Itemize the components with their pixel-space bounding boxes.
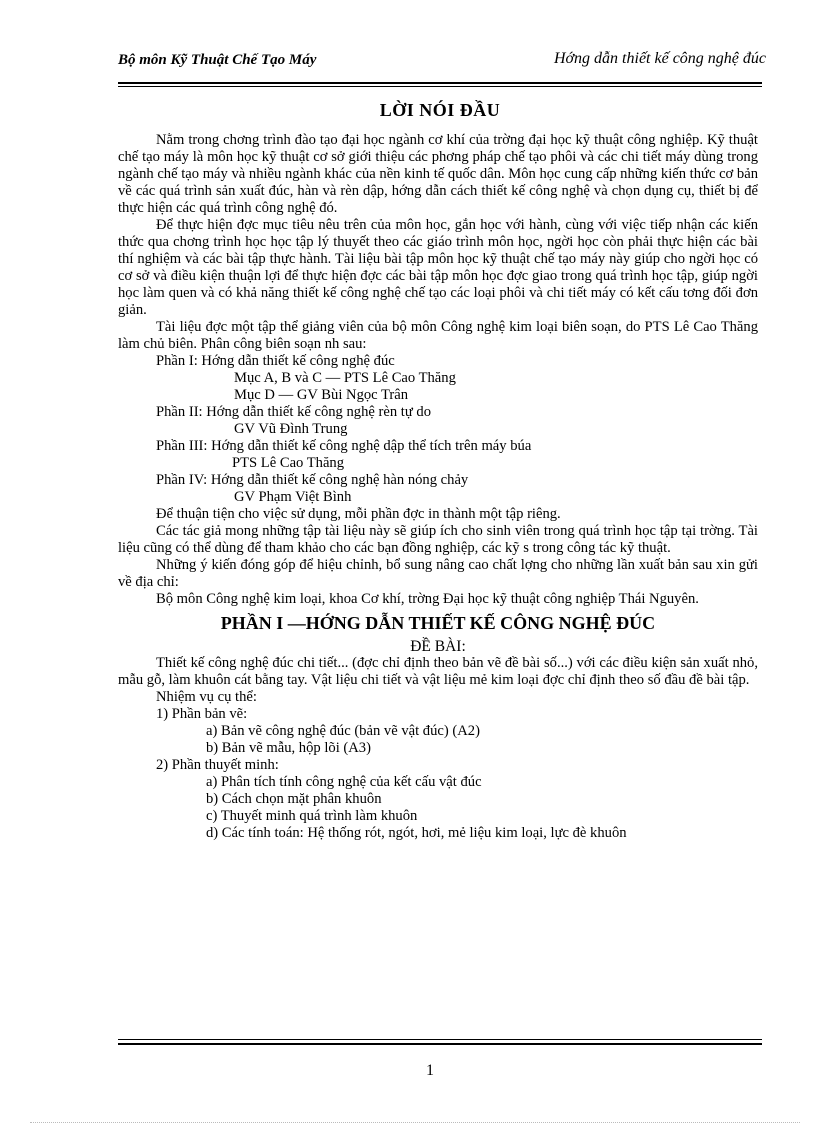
paragraph: Tài liệu đợc một tập thể giảng viên của bộ môn Công nghệ kim loại biên soạn, do PTS Lê Cao Thăng làm chủ biên. Phân công biên soạn nh sau: <box>118 319 758 352</box>
page-title: LỜI NÓI ĐẦU <box>379 100 501 120</box>
paragraph: Thiết kế công nghệ đúc chi tiết... (đợc chỉ định theo bản vẽ đề bài số...) với các điều kiện sản xuất nhỏ, mẫu gỗ, làm khuôn cát bằng tay. Vật liệu chi tiết và vật liệu mẻ kim loại đợc chỉ định theo số đầu đề bài tập. <box>118 655 758 688</box>
footer-rule-thin <box>118 1039 762 1040</box>
part-line: Phần II: Hớng dẫn thiết kế công nghệ rèn tự do <box>156 404 432 420</box>
part-line: Phần IV: Hớng dẫn thiết kế công nghệ hàn nóng chảy <box>156 472 469 488</box>
page-number: 1 <box>426 1062 434 1079</box>
footer-rule <box>118 1043 762 1045</box>
part-line: Phần I: Hớng dẫn thiết kế công nghệ đúc <box>156 353 395 369</box>
header-rule-thin <box>118 86 762 87</box>
part-author: PTS Lê Cao Thăng <box>232 455 345 471</box>
part-author: Mục D — GV Bùi Ngọc Trân <box>234 387 409 403</box>
list-subitem: b) Cách chọn mặt phân khuôn <box>206 791 382 807</box>
list-subitem: a) Phân tích tính công nghệ của kết cấu vật đúc <box>206 774 482 790</box>
list-subitem: a) Bản vẽ công nghệ đúc (bản vẽ vật đúc) (A2) <box>206 723 480 739</box>
paragraph: Bộ môn Công nghệ kim loại, khoa Cơ khí, trờng Đại học kỹ thuật công nghiệp Thái Nguyên. <box>156 591 699 607</box>
list-item: 2) Phần thuyết minh: <box>156 757 279 773</box>
list-subitem: c) Thuyết minh quá trình làm khuôn <box>206 808 418 824</box>
paragraph: Để thuận tiện cho việc sử dụng, mỗi phần đợc in thành một tập riêng. <box>156 506 561 522</box>
part-author: GV Vũ Đình Trung <box>234 421 348 437</box>
header-course: Bộ môn Kỹ Thuật Chế Tạo Máy <box>118 52 317 68</box>
list-subitem: d) Các tính toán: Hệ thống rót, ngót, hơi, mẻ liệu kim loại, lực đè khuôn <box>206 825 627 841</box>
paragraph: Để thực hiện đợc mục tiêu nêu trên của môn học, gắn học với hành, cùng với việc tiếp nhận các kiến thức qua chơng trình học học tập lý thuyết theo các giáo trình môn học, ngời học còn phải thực hiện các bài thí nghiệm và các bài tập thực hành. Tài liệu bài tập môn học kỹ thuật chế tạo máy này giúp cho ngời học có cơ sở và điều kiện thuận lợi để thực hiện đợc các bài tập môn học đợc giao trong quá trình học tập, giúp ngời học làm quen và có khả năng thiết kế công nghệ chế tạo các loại phôi và chi tiết máy có kết cấu tơng đối đơn giản. <box>118 217 758 318</box>
section-heading: PHẦN I —HỚNG DẪN THIẾT KẾ CÔNG NGHỆ ĐÚC <box>220 613 656 633</box>
header-topic: Hớng dẫn thiết kế công nghệ đúc <box>553 50 766 67</box>
header-rule <box>118 82 762 84</box>
part-line: Phần III: Hớng dẫn thiết kế công nghệ dập thể tích trên máy búa <box>156 438 532 454</box>
list-item: 1) Phần bản vẽ: <box>156 706 248 722</box>
list-subitem: b) Bản vẽ mẫu, hộp lõi (A3) <box>206 740 371 756</box>
subheading: ĐỀ BÀI: <box>410 638 466 655</box>
paragraph: Nằm trong chơng trình đào tạo đại học ngành cơ khí của trờng đại học kỹ thuật công nghiệp. Kỹ thuật chế tạo máy là môn học kỹ thuật cơ sở giới thiệu các phơng pháp chế tạo phôi và các chi tiết máy dùng trong ngành chế tạo máy và nhiều ngành khác của nền kinh tế quốc dân. Môn học cung cấp những kiến thức cơ bản về các quá trình sản xuất đúc, hàn và rèn dập, hớng dẫn cách thiết kế công nghệ và chọn dụng cụ, thiết bị để thực hiện các quá trình công nghệ đó. <box>118 132 758 216</box>
list-heading: Nhiệm vụ cụ thể: <box>156 689 257 705</box>
part-author: GV Phạm Việt Bình <box>234 489 352 505</box>
document-body <box>118 132 758 842</box>
paragraph: Các tác giả mong những tập tài liệu này sẽ giúp ích cho sinh viên trong quá trình học tập tại trờng. Tài liệu cũng có thể dùng để tham khảo cho các bạn đồng nghiệp, các kỹ s trong công tác kỹ thuật. <box>118 523 758 556</box>
part-author: Mục A, B và C — PTS Lê Cao Thăng <box>234 370 456 386</box>
paragraph: Những ý kiến đóng góp để hiệu chỉnh, bổ sung nâng cao chất lợng cho những lần xuất bản sau xin gửi về địa chỉ: <box>118 557 758 590</box>
